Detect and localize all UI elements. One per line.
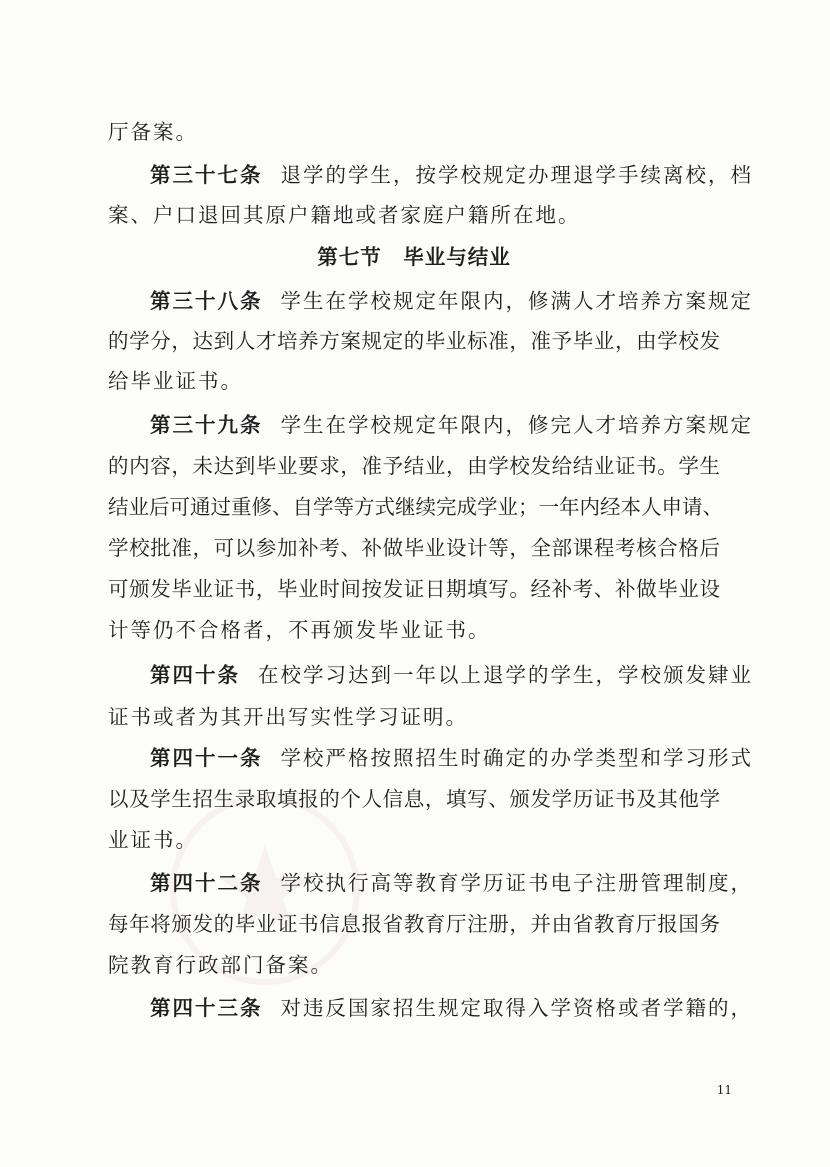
article-number: 第三十八条 [150,289,263,313]
article-number: 第三十七条 [150,163,263,187]
article-text: 学生在学校规定年限内，修满人才培养方案规定 [280,289,753,313]
article-text: 退学的学生，按学校规定办理退学手续离校，档 [280,163,753,187]
text-line: 证书或者为其开出写实性学习证明。 [108,705,468,729]
article-line [150,863,753,903]
text-line: 的学分，达到人才培养方案规定的毕业标准，准予毕业，由学校发 [108,329,720,353]
article-number: 第三十九条 [150,413,263,437]
text-line: 结业后可通过重修、自学等方式继续完成学业；一年内经本人申请、 [108,495,723,519]
article-text: 学校执行高等教育学历证书电子注册管理制度， [280,871,753,895]
text-line: 可颁发毕业证书，毕业时间按发证日期填写。经补考、补做毕业设 [108,577,720,601]
section-heading: 第七节 毕业与结业 [317,245,511,269]
text-line: 案、户口退回其原户籍地或者家庭户籍所在地。 [108,203,581,227]
text-line: 院教育行政部门备案。 [108,953,333,977]
text-line: 业证书。 [108,828,198,852]
article-text: 学生在学校规定年限内，修完人才培养方案规定 [280,413,753,437]
text-line: 给毕业证书。 [108,369,243,393]
article-line [150,655,753,695]
article-line [150,281,753,321]
article-number: 第四十条 [150,663,240,687]
article-number: 第四十二条 [150,871,263,895]
article-text: 学校严格按照招生时确定的办学类型和学习形式 [280,746,753,770]
article-text: 对违反国家招生规定取得入学资格或者学籍的， [280,996,753,1020]
text-line: 每年将颁发的毕业证书信息报省教育厅注册，并由省教育厅报国务 [108,912,720,936]
article-text: 在校学习达到一年以上退学的学生，学校颁发肄业 [258,663,753,687]
text-line: 学校批准，可以参加补考、补做毕业设计等，全部课程考核合格后 [108,536,720,560]
article-number: 第四十三条 [150,996,263,1020]
text-line: 计等仍不合格者，不再颁发毕业证书。 [108,618,491,642]
article-line [150,155,753,195]
page-number: 11 [716,1083,732,1097]
text-line: 厅备案。 [108,120,198,144]
article-line [150,988,753,1028]
text-line: 以及学生招生录取填报的个人信息，填写、颁发学历证书及其他学 [108,787,720,811]
text-line: 的内容，未达到毕业要求，准予结业，由学校发给结业证书。学生 [108,454,720,478]
article-number: 第四十一条 [150,746,263,770]
article-line [150,405,753,445]
article-line [150,738,753,778]
